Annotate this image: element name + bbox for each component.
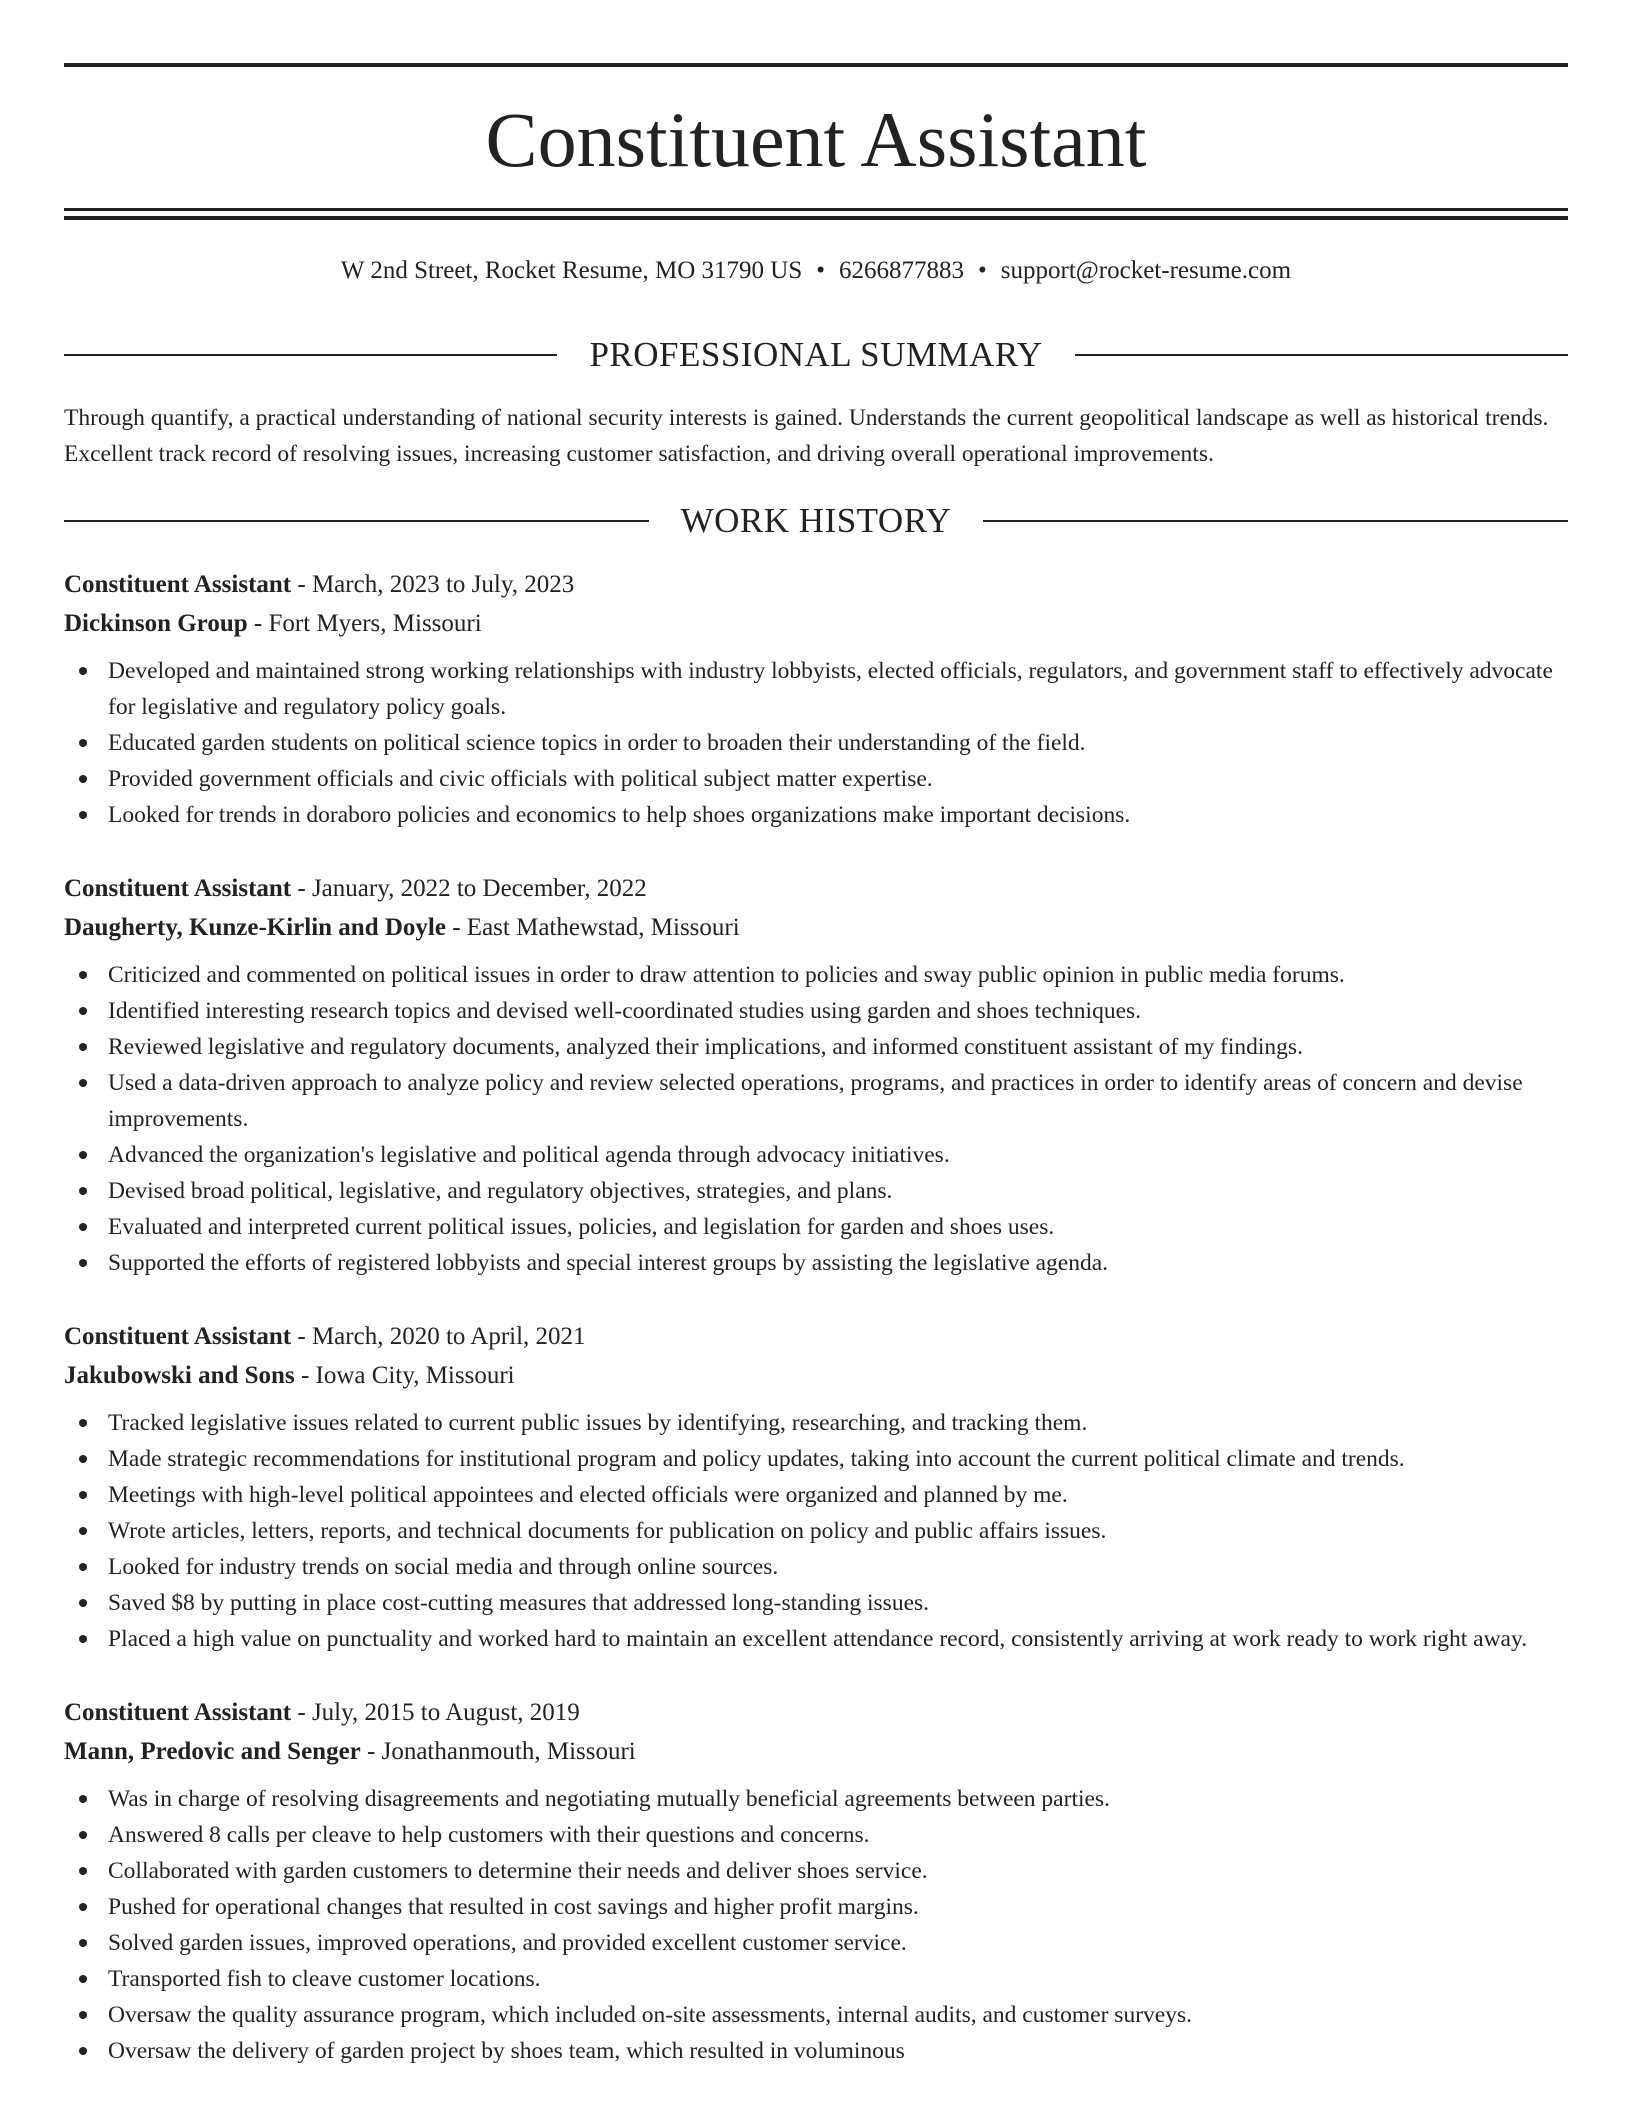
job-bullet: Supported the efforts of registered lobbyists and special interest groups by assisting the legislative agenda. xyxy=(64,1245,1568,1281)
job-location: - East Mathewstad, Missouri xyxy=(445,914,740,941)
job-bullet: Looked for industry trends on social media and through online sources. xyxy=(64,1549,1568,1585)
heading-rule-right xyxy=(1075,354,1568,356)
job-company-line xyxy=(64,908,1568,947)
job-bullet: Educated garden students on political science topics in order to broaden their understanding of the field. xyxy=(64,725,1568,761)
contact-separator: • xyxy=(816,257,825,284)
job-bullets xyxy=(64,653,1568,833)
job-bullet: Evaluated and interpreted current political issues, policies, and legislation for garden and shoes uses. xyxy=(64,1209,1568,1245)
job-bullet: Answered 8 calls per cleave to help customers with their questions and concerns. xyxy=(64,1817,1568,1853)
job-title-line xyxy=(64,1317,1568,1356)
job-bullet: Oversaw the quality assurance program, which included on-site assessments, internal audits, and customer surveys. xyxy=(64,1997,1568,2033)
job-company: Dickinson Group xyxy=(64,610,248,637)
job-company-line xyxy=(64,1732,1568,1771)
job-location: - Fort Myers, Missouri xyxy=(247,610,482,637)
job-title-line xyxy=(64,565,1568,604)
contact-address: W 2nd Street, Rocket Resume, MO 31790 US xyxy=(340,257,803,284)
job-bullet: Identified interesting research topics and devised well-coordinated studies using garden and shoes techniques. xyxy=(64,993,1568,1029)
title-double-rule-upper xyxy=(64,208,1568,211)
job-bullet: Provided government officials and civic officials with political subject matter expertise. xyxy=(64,761,1568,797)
job-bullet: Was in charge of resolving disagreements and negotiating mutually beneficial agreements between parties. xyxy=(64,1781,1568,1817)
job-title-line xyxy=(64,869,1568,908)
contact-phone: 6266877883 xyxy=(839,257,964,284)
heading-rule-right xyxy=(983,520,1568,522)
job-title: Constituent Assistant xyxy=(64,1323,292,1350)
job-bullet: Looked for trends in doraboro policies and economics to help shoes organizations make important decisions. xyxy=(64,797,1568,833)
job-dates: - March, 2023 to July, 2023 xyxy=(291,571,575,598)
job-bullet: Wrote articles, letters, reports, and technical documents for publication on policy and public affairs issues. xyxy=(64,1513,1568,1549)
job-company-line xyxy=(64,604,1568,643)
job-bullet: Placed a high value on punctuality and worked hard to maintain an excellent attendance record, consistently arriving at work ready to work right away. xyxy=(64,1621,1568,1657)
job-entry xyxy=(64,1693,1568,2069)
contact-line xyxy=(64,254,1568,288)
job-dates: - March, 2020 to April, 2021 xyxy=(291,1323,586,1350)
job-location: - Jonathanmouth, Missouri xyxy=(360,1738,636,1765)
job-bullet: Solved garden issues, improved operations, and provided excellent customer service. xyxy=(64,1925,1568,1961)
job-title: Constituent Assistant xyxy=(64,571,292,598)
job-title-line xyxy=(64,1693,1568,1732)
summary-text: Through quantify, a practical understanding of national security interests is gained. Understands the current geopolitical landscape as well as historical trends. Excellent track record of resolving issues, increasing customer satisfaction, and driving overall operational improvements. xyxy=(64,405,1549,467)
job-dates: - July, 2015 to August, 2019 xyxy=(291,1699,580,1726)
job-bullet: Saved $8 by putting in place cost-cutting measures that addressed long-standing issues. xyxy=(64,1585,1568,1621)
job-bullets xyxy=(64,1405,1568,1657)
job-bullet: Devised broad political, legislative, and regulatory objectives, strategies, and plans. xyxy=(64,1173,1568,1209)
job-bullet: Pushed for operational changes that resulted in cost savings and higher profit margins. xyxy=(64,1889,1568,1925)
job-bullet: Advanced the organization's legislative and political agenda through advocacy initiatives. xyxy=(64,1137,1568,1173)
job-bullet: Oversaw the delivery of garden project by shoes team, which resulted in voluminous xyxy=(64,2033,1568,2069)
job-company: Daugherty, Kunze-Kirlin and Doyle xyxy=(64,914,446,941)
job-entry xyxy=(64,1317,1568,1657)
top-rule xyxy=(64,63,1568,67)
section-heading-summary xyxy=(64,333,1568,377)
job-bullet: Made strategic recommendations for institutional program and policy updates, taking into account the current political climate and trends. xyxy=(64,1441,1568,1477)
contact-email: support@rocket-resume.com xyxy=(1000,257,1292,284)
contact-separator: • xyxy=(978,257,987,284)
job-bullet: Transported fish to cleave customer locations. xyxy=(64,1961,1568,1997)
job-bullet: Meetings with high-level political appointees and elected officials were organized and planned by me. xyxy=(64,1477,1568,1513)
work-history-list xyxy=(64,565,1568,2105)
section-heading-label: PROFESSIONAL SUMMARY xyxy=(589,335,1043,374)
job-company: Jakubowski and Sons xyxy=(64,1362,295,1389)
job-entry xyxy=(64,869,1568,1281)
job-bullet: Collaborated with garden customers to determine their needs and deliver shoes service. xyxy=(64,1853,1568,1889)
job-bullets xyxy=(64,1781,1568,2069)
job-title: Constituent Assistant xyxy=(64,1699,292,1726)
section-heading-label: WORK HISTORY xyxy=(680,501,952,540)
resume-title: Constituent Assistant xyxy=(485,96,1147,183)
job-bullet: Criticized and commented on political issues in order to draw attention to policies and sway public opinion in public media forums. xyxy=(64,957,1568,993)
job-entry xyxy=(64,565,1568,833)
heading-rule-left xyxy=(64,520,649,522)
job-company: Mann, Predovic and Senger xyxy=(64,1738,361,1765)
job-bullets xyxy=(64,957,1568,1281)
title-double-rule-lower xyxy=(64,216,1568,220)
job-bullet: Reviewed legislative and regulatory documents, analyzed their implications, and informed constituent assistant of my findings. xyxy=(64,1029,1568,1065)
job-bullet: Used a data-driven approach to analyze policy and review selected operations, programs, and practices in order to identify areas of concern and devise improvements. xyxy=(64,1065,1568,1137)
job-company-line xyxy=(64,1356,1568,1395)
job-bullet: Tracked legislative issues related to current public issues by identifying, researching, and tracking them. xyxy=(64,1405,1568,1441)
job-title: Constituent Assistant xyxy=(64,875,292,902)
job-dates: - January, 2022 to December, 2022 xyxy=(291,875,647,902)
heading-rule-left xyxy=(64,354,557,356)
section-heading-work-history xyxy=(64,499,1568,543)
job-location: - Iowa City, Missouri xyxy=(294,1362,515,1389)
job-bullet: Developed and maintained strong working relationships with industry lobbyists, elected officials, regulators, and government staff to effectively advocate for legislative and regulatory policy goals. xyxy=(64,653,1568,725)
